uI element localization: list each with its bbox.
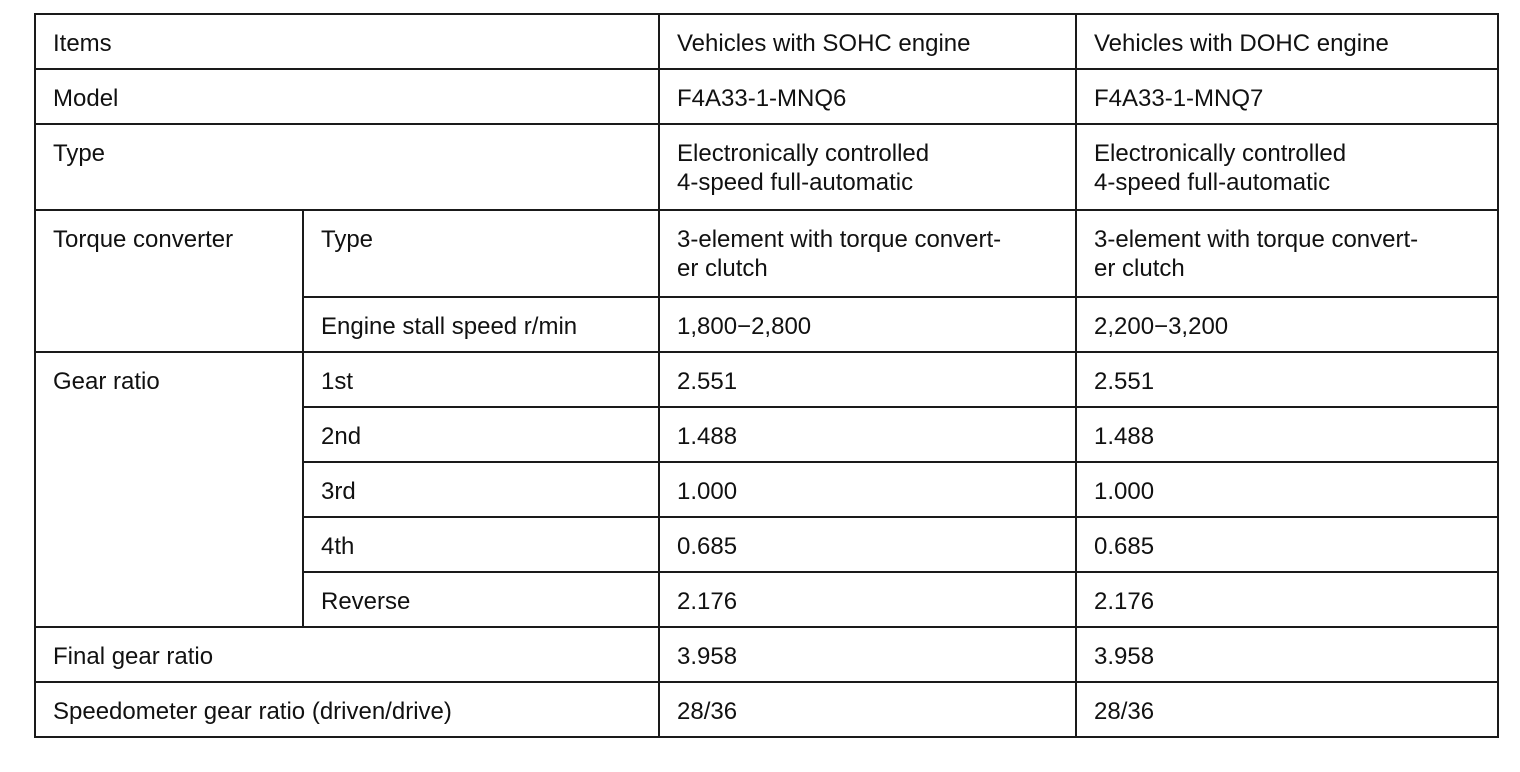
gear-1st-label: 1st: [303, 352, 659, 407]
row-final-gear-ratio: [35, 627, 1498, 682]
stall-speed-sohc: 1,800−2,800: [659, 297, 1076, 352]
gear-reverse-sohc: 2.176: [659, 572, 1076, 627]
stall-speed-label: Engine stall speed r/min: [303, 297, 659, 352]
header-items: Items: [35, 14, 659, 69]
gear-2nd-sohc: 1.488: [659, 407, 1076, 462]
torque-converter-type-label: Type: [303, 210, 659, 297]
stall-speed-dohc: 2,200−3,200: [1076, 297, 1498, 352]
type-sohc-line1: Electronically controlled: [677, 140, 930, 167]
type-dohc-line2: 4-speed full-automatic: [1094, 169, 1331, 196]
speedometer-sohc: 28/36: [659, 682, 1076, 737]
gear-4th-sohc: 0.685: [659, 517, 1076, 572]
row-model: [35, 69, 1498, 124]
gear-1st-dohc: 2.551: [1076, 352, 1498, 407]
specifications-table: [34, 13, 1499, 738]
gear-2nd-dohc: 1.488: [1076, 407, 1498, 462]
type-dohc-line1: Electronically controlled: [1094, 140, 1347, 167]
gear-reverse-dohc: 2.176: [1076, 572, 1498, 627]
gear-1st-sohc: 2.551: [659, 352, 1076, 407]
gear-reverse-label: Reverse: [303, 572, 659, 627]
tc-type-sohc-line2: er clutch: [677, 255, 768, 282]
type-dohc: [1076, 124, 1498, 210]
torque-converter-label: Torque converter: [35, 210, 303, 352]
model-dohc: F4A33-1-MNQ7: [1076, 69, 1498, 124]
type-label: Type: [35, 124, 659, 210]
model-label: Model: [35, 69, 659, 124]
torque-converter-type-sohc: [659, 210, 1076, 297]
table-header-row: [35, 14, 1498, 69]
gear-3rd-dohc: 1.000: [1076, 462, 1498, 517]
gear-4th-dohc: 0.685: [1076, 517, 1498, 572]
row-gear-1st: [35, 352, 1498, 407]
type-sohc: [659, 124, 1076, 210]
row-speedometer-gear-ratio: [35, 682, 1498, 737]
gear-3rd-label: 3rd: [303, 462, 659, 517]
header-dohc: Vehicles with DOHC engine: [1076, 14, 1498, 69]
gear-2nd-label: 2nd: [303, 407, 659, 462]
gear-ratio-label: Gear ratio: [35, 352, 303, 627]
gear-4th-label: 4th: [303, 517, 659, 572]
tc-type-dohc-line2: er clutch: [1094, 255, 1185, 282]
speedometer-dohc: 28/36: [1076, 682, 1498, 737]
type-sohc-line2: 4-speed full-automatic: [677, 169, 914, 196]
torque-converter-type-dohc: [1076, 210, 1498, 297]
row-torque-converter-type: [35, 210, 1498, 297]
tc-type-sohc-line1: 3-element with torque convert-: [677, 226, 1002, 253]
speedometer-label: Speedometer gear ratio (driven/drive): [35, 682, 659, 737]
row-type: [35, 124, 1498, 210]
final-gear-label: Final gear ratio: [35, 627, 659, 682]
final-gear-sohc: 3.958: [659, 627, 1076, 682]
final-gear-dohc: 3.958: [1076, 627, 1498, 682]
tc-type-dohc-line1: 3-element with torque convert-: [1094, 226, 1419, 253]
model-sohc: F4A33-1-MNQ6: [659, 69, 1076, 124]
header-sohc: Vehicles with SOHC engine: [659, 14, 1076, 69]
gear-3rd-sohc: 1.000: [659, 462, 1076, 517]
